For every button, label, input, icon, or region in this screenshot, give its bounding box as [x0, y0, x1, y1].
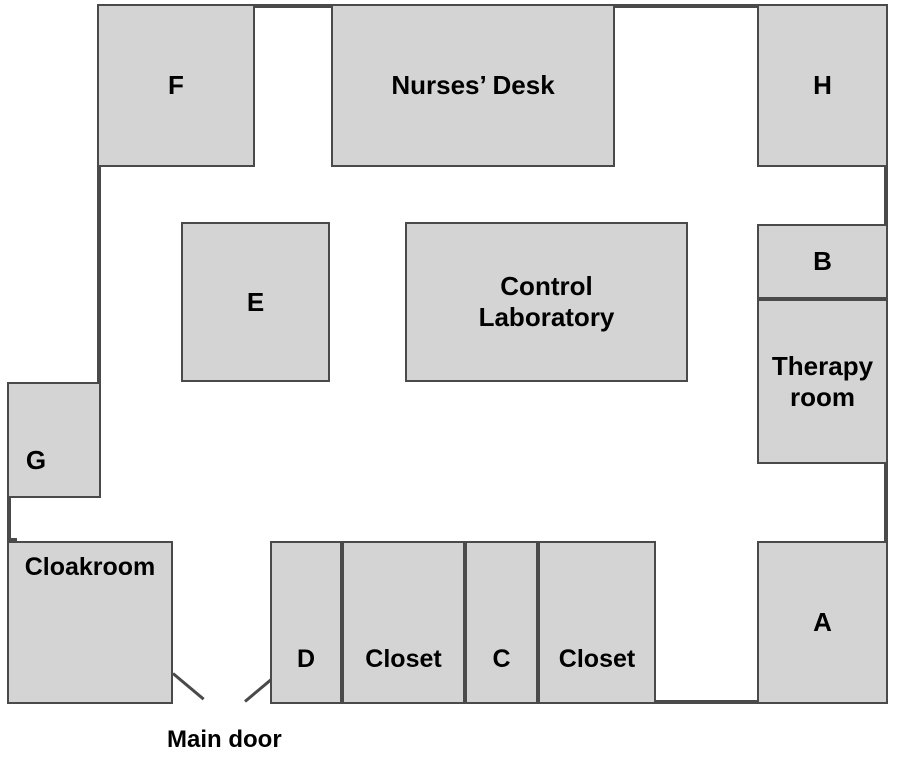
wall-top-mid-left: [255, 4, 333, 8]
room-closet-1-label: Closet: [365, 644, 442, 673]
room-g-label: G: [25, 444, 47, 475]
room-e[interactable]: [181, 222, 330, 382]
room-c[interactable]: [465, 541, 538, 704]
room-therapy-room[interactable]: [757, 299, 888, 464]
room-b-label: B: [813, 246, 832, 277]
room-a-label: A: [813, 607, 832, 638]
room-g[interactable]: [7, 382, 101, 498]
room-nurses-desk[interactable]: [331, 4, 615, 167]
main-door-label: Main door: [167, 726, 282, 753]
room-f-label: F: [168, 70, 184, 101]
room-d[interactable]: [270, 541, 342, 704]
room-closet-1[interactable]: [342, 541, 465, 704]
room-nurses-desk-label: Nurses’ Desk: [391, 70, 555, 101]
main-door-swing-left: [172, 672, 205, 700]
room-cloakroom[interactable]: [7, 541, 173, 704]
room-f[interactable]: [97, 4, 255, 167]
room-h[interactable]: [757, 4, 888, 167]
room-control-laboratory-label-line1: Control: [500, 271, 593, 302]
room-control-laboratory[interactable]: [405, 222, 688, 382]
room-closet-2[interactable]: [538, 541, 656, 704]
room-h-label: H: [813, 70, 832, 101]
room-e-label: E: [246, 286, 265, 317]
room-cloakroom-label: Cloakroom: [24, 553, 156, 581]
room-closet-2-label: Closet: [558, 644, 636, 673]
room-c-label: C: [492, 644, 511, 673]
room-control-laboratory-label-line2: Laboratory: [478, 302, 615, 332]
room-therapy-room-label-line2: room: [790, 381, 855, 412]
room-d-label: D: [296, 644, 316, 673]
wall-top-mid-right: [613, 4, 757, 8]
room-b[interactable]: [757, 224, 888, 299]
room-a[interactable]: [757, 541, 888, 704]
room-therapy-room-label-line1: Therapy: [771, 350, 874, 381]
